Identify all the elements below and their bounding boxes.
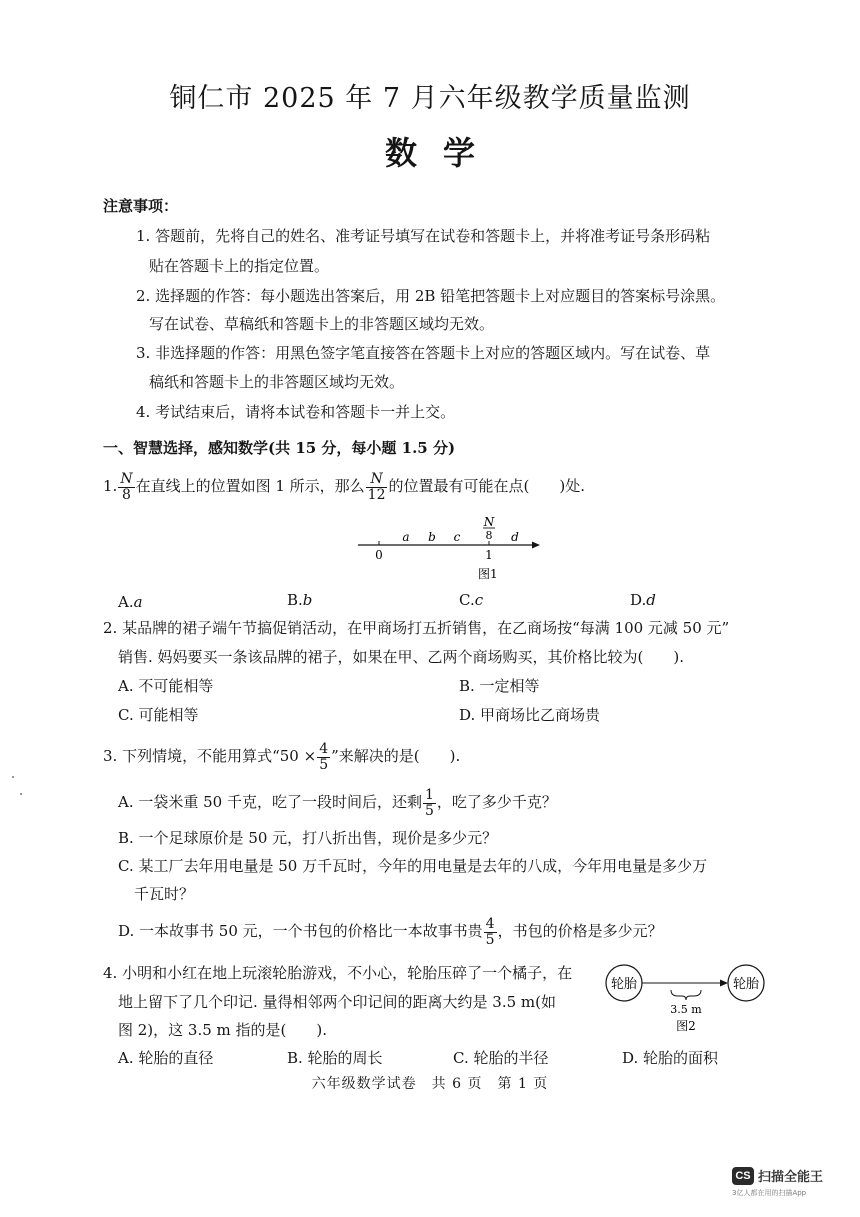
point-b: b [428,530,436,544]
option-b: B. 一定相等 [459,677,540,695]
notice-line: 2. 选择题的作答：每小题选出答案后，用 2B 铅笔把答题卡上对应题目的答案标号涂黑。 [136,287,726,305]
notice-line: 1. 答题前，先将自己的姓名、准考证号填写在试卷和答题卡上，并将准考证号条形码粘 [136,227,711,245]
question-2-line: 2. 某品牌的裙子端午节搞促销活动，在甲商场打五折销售，在乙商场按“每满 100 元减 50 元” [103,619,730,637]
notice-heading: 注意事项： [103,197,179,215]
section-heading: 一、智慧选择，感知数学(共 15 分，每小题 1.5 分) [103,439,456,457]
option-d: D. 轮胎的面积 [622,1049,719,1067]
question-4-line: 4. 小明和小红在地上玩滚轮胎游戏，不小心，轮胎压碎了一个橘子，在 [103,964,573,982]
option-a: A. 轮胎的直径 [118,1049,214,1067]
question-4-line: 图 2)，这 3.5 m 指的是( ). [118,1021,328,1039]
figure-caption: 图1 [478,567,498,581]
scanner-watermark [732,1166,842,1198]
number-line-arrow-icon [532,542,540,549]
option-b: B.b [287,591,313,609]
subject-title: 数学 [384,134,501,172]
scan-speck [20,793,22,795]
mark-denominator: 8 [485,529,493,542]
fraction-denominator: 12 [367,486,386,503]
fraction-4-over-5: $\frac{4}{5}$ [319,740,329,773]
option-a: A.a [118,593,143,611]
option-d: D.d [630,591,656,609]
question-text: 的位置最有可能在点( )处. [388,477,585,495]
option-a: A. 不可能相等 [118,677,214,695]
tire-distance-figure [604,962,772,1040]
tire-label-left: 轮胎 [610,977,638,992]
option-c: C. 某工厂去年用电量是 50 万千瓦时，今年的用电量是去年的八成，今年用电量是多少万 [118,857,708,875]
notice-line: 3. 非选择题的作答：用黑色签字笔直接答在答题卡上对应的答题区域内。写在试卷、草 [136,344,711,362]
tick-label-1: 1 [485,548,493,562]
option-c: C. 轮胎的半径 [453,1049,549,1067]
notice-line: 4. 考试结束后，请将本试卷和答题卡一并上交。 [136,403,456,421]
point-d: d [511,530,519,544]
distance-label: 3.5 m [670,1003,702,1016]
option-c: C. 可能相等 [118,706,199,724]
option-c: C.c [459,591,484,609]
question-4-line: 地上留下了几个印记. 量得相邻两个印记间的距离大约是 3.5 m(如 [118,993,557,1011]
fraction-numerator: N [120,470,133,487]
number-line-figure [350,512,550,582]
tick-label-0: 0 [375,548,383,562]
page-footer: 六年级数学试卷 共 6 页 第 1 页 [311,1076,549,1092]
tire-label-right: 轮胎 [732,977,760,992]
camscanner-logo-icon: CS [732,1167,754,1185]
mark-numerator: N [483,515,495,529]
notice-line: 贴在答题卡上的指定位置。 [149,257,330,275]
option-b: B. 一个足球原价是 50 元，打八折出售，现价是多少元？ [118,829,498,847]
option-d: D. 甲商场比乙商场贵 [459,706,601,724]
point-c: c [453,530,461,544]
question-text: 在直线上的位置如图 1 所示，那么 [135,477,365,495]
option-c-continued: 千瓦时？ [134,885,195,903]
distance-brace [671,990,701,1000]
question-2-line: 销售. 妈妈要买一条该品牌的裙子，如果在甲、乙两个商场购买，其价格比较为( ). [118,648,685,666]
question-number: 1. [103,477,118,495]
option-b: B. 轮胎的周长 [287,1049,383,1067]
fraction-4-over-5: $\frac{4}{5}$ [485,915,495,948]
question-1 [103,468,585,504]
fraction-numerator: N [366,472,388,488]
point-a: a [402,530,410,544]
notice-line: 稿纸和答题卡上的非答题区域均无效。 [149,373,405,391]
scan-speck [12,776,14,778]
figure-caption: 图2 [676,1019,696,1033]
fraction-denominator: 8 [121,486,131,503]
watermark-tagline: 3亿人都在用的扫描App [732,1189,807,1197]
option-d: D. 一本故事书 50 元，一个书包的价格比一本故事书贵 $\frac{4}{5}$ ，书包的价格是多少元？ [118,915,663,948]
fraction-n-over-8 [118,472,134,503]
exam-title: 铜仁市 2025 年 7 月六年级教学质量监测 [169,83,691,114]
fraction-n-over-12 [366,472,388,503]
watermark-app-name: 扫描全能王 [758,1170,824,1185]
arrow-icon [720,980,728,987]
option-a: A. 一袋米重 50 千克，吃了一段时间后，还剩 $\frac{1}{5}$ ，吃了多少千克？ [118,786,557,819]
notice-line: 写在试卷、草稿纸和答题卡上的非答题区域均无效。 [149,315,495,333]
fraction-1-over-5: $\frac{1}{5}$ [425,786,434,819]
question-3: 3. 下列情境，不能用算式“50 × $\frac{4}{5}$ ”来解决的是( ). [103,740,461,773]
